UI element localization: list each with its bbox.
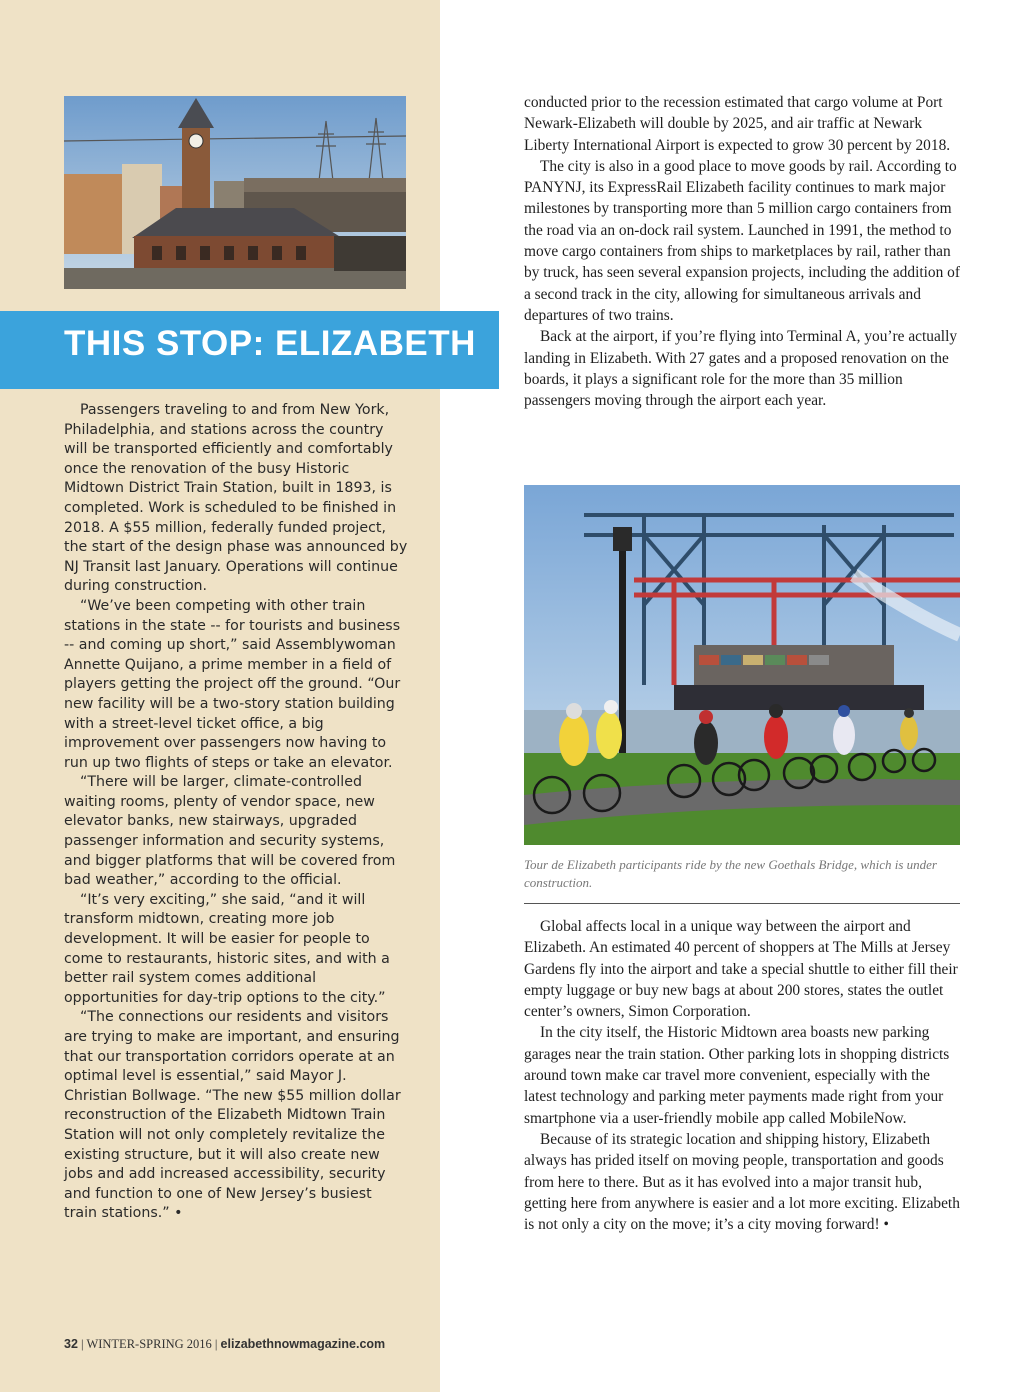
article-paragraph: Because of its strategic location and shipping history, Elizabeth always has prided itself on moving people, transportation and goods from here to there. But as it has evolved into a major transit hub, getting here from anywhere is easier and a lot more exciting. Elizabeth is not only a city on the move; it’s a city moving forward! • <box>524 1130 960 1234</box>
cyclists-illustration <box>524 485 960 845</box>
footer-separator: | <box>81 1337 87 1351</box>
sidebar-panel <box>0 0 440 1392</box>
sidebar-paragraph: “We’ve been competing with other train stations in the state -- for tourists and business -- and coming up short,” said Assemblywoman Annette Quijano, a prime member in a field of players getting the project off the ground. “Our new facility will be a two-story station building with a street-level ticket office, a big improvement over passengers now having to run up two flights of steps or take an elevator. <box>64 597 401 771</box>
page-footer <box>64 1337 385 1352</box>
cyclists-photo <box>524 485 960 845</box>
website-link[interactable]: elizabethnowmagazine.com <box>220 1337 386 1351</box>
article-paragraph: Back at the airport, if you’re flying into Terminal A, you’re actually landing in Elizabeth. With 27 gates and a proposed renovation on the boards, it plays a significant role for the more than 35 million passengers moving through the airport each year. <box>524 328 958 410</box>
article-paragraph: conducted prior to the recession estimated that cargo volume at Port Newark-Elizabeth will double by 2025, and air traffic at Newark Liberty International Airport is expected to grow 30 percent by 2018. <box>524 94 951 154</box>
photo-caption: Tour de Elizabeth participants ride by the new Goethals Bridge, which is under construction. <box>524 857 937 890</box>
sidebar-paragraph: Passengers traveling to and from New York, Philadelphia, and stations across the country will be transported efficiently and comfortably once the renovation of the busy Historic Midtown District Train Station, built in 1893, is completed. Work is scheduled to be finished in 2018. A $55 million, federally funded project, the start of the design phase was announced by NJ Transit last January. Operations will continue during construction. <box>64 402 408 595</box>
page-number: 32 <box>64 1337 78 1351</box>
issue-label: WINTER-SPRING 2016 <box>86 1337 212 1351</box>
article-paragraph: Global affects local in a unique way between the airport and Elizabeth. An estimated 40 percent of shoppers at The Mills at Jersey Gardens fly into the airport and take a special shuttle to either fill their empty luggage or buy new bags at about 200 stores, states the outlet center’s owners, Simon Corporation. <box>524 918 958 1021</box>
sidebar-paragraph: “The connections our residents and visitors are trying to make are important, and ensuring that our transportation corridors operate at an optimal level is essential,” said Mayor J. Christian Bollwage. “The new $55 million dollar reconstruction of the Elizabeth Midtown Train Station will not only completely revitalize the existing structure, but it will also create new jobs and add increased accessibility, security and function to one of New Jersey’s busiest train stations.” • <box>64 1009 401 1222</box>
main-article-top <box>524 92 960 411</box>
train-station-illustration <box>64 96 406 289</box>
article-paragraph: The city is also in a good place to move goods by rail. According to PANYNJ, its ExpressRail Elizabeth facility continues to mark major milestones by transporting more than 5 million cargo containers from the road via an on-dock rail system. Launched in 1991, the method to move cargo containers from ships to marketplaces by rail, rather than by truck, has seen several expansion projects, including the addition of a second track in the city, allowing for simultaneous arrivals and departures of two trains. <box>524 157 960 324</box>
sidebar-paragraph: “It’s very exciting,” she said, “and it will transform midtown, creating more job development. It will be easier for people to come to restaurants, historic sites, and with a better rail system comes additional opportunities for day-trip options to the city.” <box>64 891 390 1006</box>
main-article-bottom <box>524 916 960 1235</box>
sidebar-paragraph: “There will be larger, climate-controlled waiting rooms, plenty of vendor space, new elevator banks, new stairways, upgraded passenger information and security systems, and bigger platforms that will be covered from bad weather,” according to the official. <box>64 774 396 889</box>
banner-title: THIS STOP: ELIZABETH <box>64 324 476 363</box>
caption-divider <box>524 903 960 904</box>
sidebar-article <box>64 401 409 1224</box>
train-station-photo <box>64 96 406 289</box>
article-paragraph: In the city itself, the Historic Midtown area boasts new parking garages near the train station. Other parking lots in shopping districts around town make car travel more convenient, especially with the latest technology and parking meter payments made right from your smartphone via a user-friendly mobile app called MobileNow. <box>524 1024 950 1127</box>
section-banner <box>0 311 499 389</box>
footer-separator: | <box>214 1337 221 1351</box>
